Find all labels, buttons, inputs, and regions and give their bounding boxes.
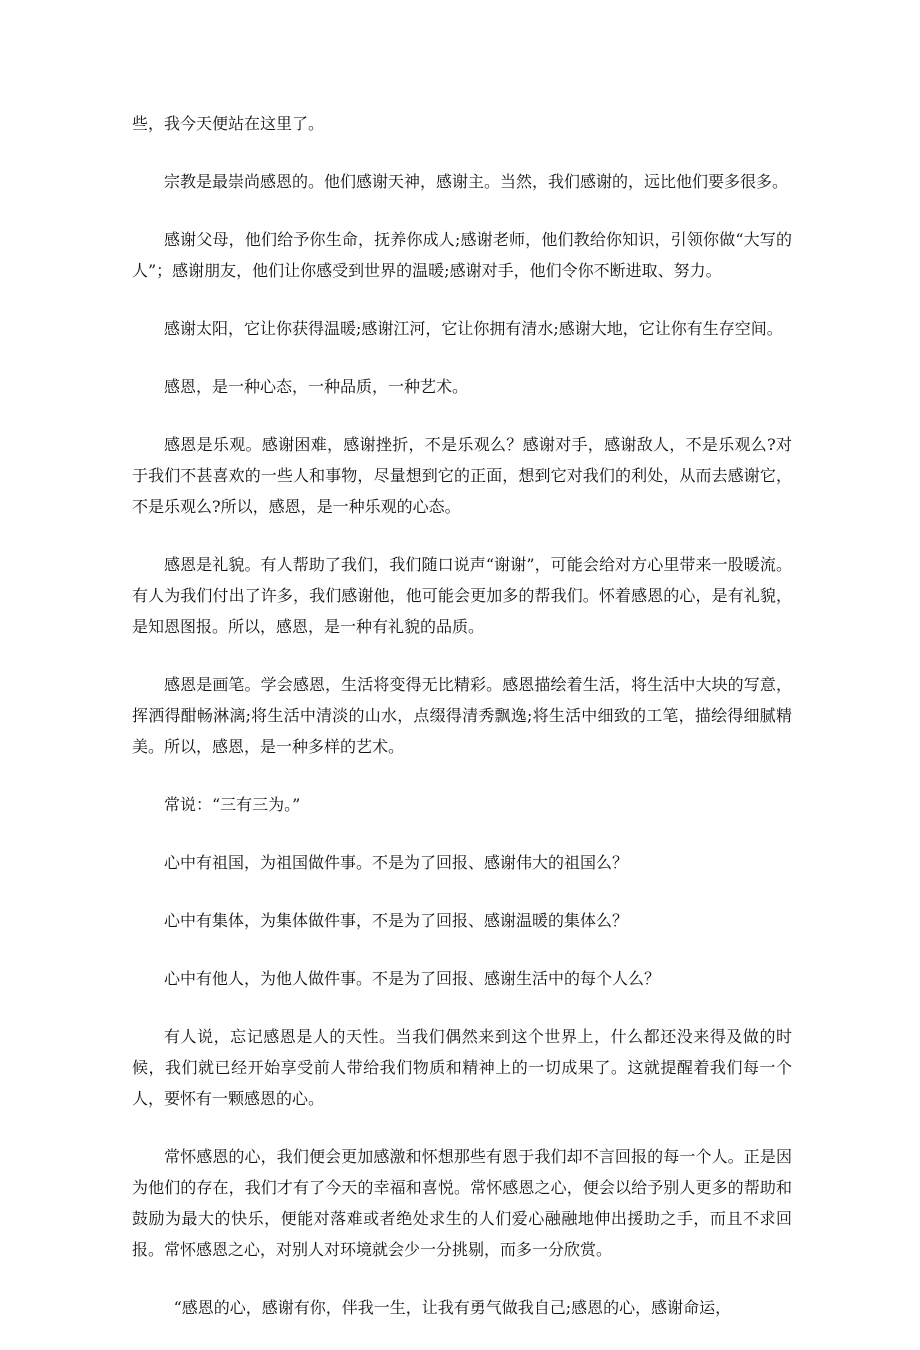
- paragraph-continuation: 些，我今天便站在这里了。: [132, 114, 325, 133]
- paragraph-motherland: 心中有祖国，为祖国做件事。不是为了回报、感谢伟大的祖国么？: [164, 853, 629, 872]
- paragraph-thank-people: 感谢父母，他们给予你生命，抚养你成人;感谢老师，他们教给你知识，引领你做“大写的人”；感谢朋友，他们让你感受到世界的温暖;感谢对手，他们令你不断进取、努力。: [132, 230, 792, 280]
- paragraph-saying: 常说：“三有三为。”: [164, 795, 301, 814]
- paragraph-gratitude-definition: 感恩，是一种心态，一种品质，一种艺术。: [164, 377, 469, 396]
- paragraph-thank-nature: 感谢太阳，它让你获得温暖;感谢江河，它让你拥有清水;感谢大地，它让你有生存空间。: [164, 319, 783, 338]
- paragraph-song-quote: “感恩的心，感谢有你，伴我一生，让我有勇气做我自己;感恩的心，感谢命运，: [173, 1298, 732, 1317]
- paragraph-religion: 宗教是最崇尚感恩的。他们感谢天神，感谢主。当然，我们感谢的，远比他们要多很多。: [164, 172, 789, 191]
- paragraph-courtesy: 感恩是礼貌。有人帮助了我们，我们随口说声“谢谢”，可能会给对方心里带来一股暖流。有人为我们付出了许多，我们感谢他，他可能会更加多的帮我们。怀着感恩的心，是有礼貌，是知恩图报。所以，感恩，是一种有礼貌的品质。: [132, 555, 792, 636]
- document-body: [132, 108, 792, 1350]
- paragraph-brush: 感恩是画笔。学会感恩，生活将变得无比精彩。感恩描绘着生活，将生活中大块的写意，挥洒得酣畅淋漓;将生活中清淡的山水，点缀得清秀飘逸;将生活中细致的工笔，描绘得细腻精美。所以，感恩，是一种多样的艺术。: [132, 675, 792, 756]
- paragraph-nature-of-forgetting: 有人说，忘记感恩是人的天性。当我们偶然来到这个世界上，什么都还没来得及做的时候，我们就已经开始享受前人带给我们物质和精神上的一切成果了。这就提醒着我们每一个人，要怀有一颗感恩的心。: [132, 1027, 792, 1108]
- paragraph-grateful-heart: 常怀感恩的心，我们便会更加感激和怀想那些有恩于我们却不言回报的每一个人。正是因为他们的存在，我们才有了今天的幸福和喜悦。常怀感恩之心，便会以给予别人更多的帮助和鼓励为最大的快乐，便能对落难或者绝处求生的人们爱心融融地伸出援助之手，而且不求回报。常怀感恩之心，对别人对环境就会少一分挑剔，而多一分欣赏。: [132, 1147, 792, 1259]
- paragraph-others: 心中有他人，为他人做件事。不是为了回报、感谢生活中的每个人么？: [164, 969, 661, 988]
- paragraph-collective: 心中有集体，为集体做件事，不是为了回报、感谢温暖的集体么？: [164, 911, 629, 930]
- paragraph-optimism: 感恩是乐观。感谢困难，感谢挫折，不是乐观么？感谢对手，感谢敌人，不是乐观么?对于我们不甚喜欢的一些人和事物，尽量想到它的正面，想到它对我们的利处，从而去感谢它，不是乐观么?所以，感恩，是一种乐观的心态。: [132, 435, 792, 516]
